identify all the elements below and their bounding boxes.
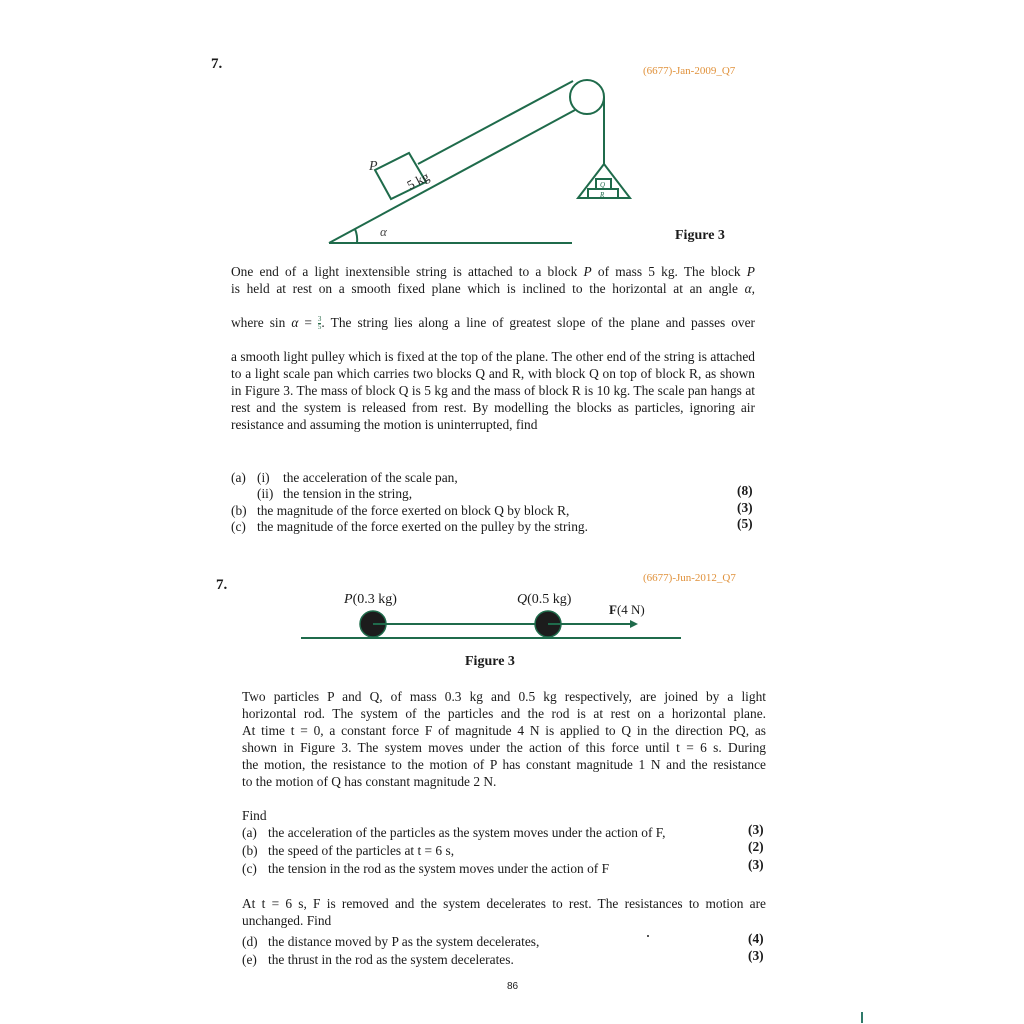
part-c: (c) the magnitude of the force exerted on the pulley by the string. (231, 519, 588, 534)
part-c: (c) the tension in the rod as the system moves under the action of F (242, 861, 610, 876)
stray-dot (647, 935, 649, 937)
part-d: (d) the distance moved by P as the system decelerates, (242, 934, 540, 949)
block-mass-label: 5 kg (404, 168, 432, 193)
question-number: 7. (216, 577, 228, 593)
inclined-plane-figure (0, 0, 1024, 260)
block-p-label: P (369, 159, 378, 174)
page-number: 86 (507, 981, 519, 992)
particle-q-label: Q(0.5 kg) (517, 592, 572, 607)
part-b: (b) the magnitude of the force exerted on block Q by block R, (231, 503, 570, 518)
edge-marker (861, 1012, 863, 1023)
find-label: Find (242, 808, 267, 823)
force-label: F(4 N) (609, 602, 645, 617)
part-b: (b) the speed of the particles at t = 6 s, (242, 843, 455, 858)
fraction-three-fifths: $\frac{3}{5}$ (317, 315, 322, 332)
particle-p-label: P(0.3 kg) (344, 592, 397, 607)
marks-a: (8) (737, 483, 753, 498)
marks-c: (5) (737, 516, 753, 531)
part-a: (a) the acceleration of the particles as the system moves under the action of F, (242, 825, 666, 840)
part-e: (e) the thrust in the rod as the system decelerates. (242, 952, 514, 967)
marks-c: (3) (748, 857, 764, 872)
marks-b: (3) (737, 500, 753, 515)
question-paragraph: Two particles P and Q, of mass 0.3 kg and 0.5 kg respectively, are joined by a light horizontal rod. The system of the particles and the rod is at rest on a horizontal plane. At time t = 0, a constant force F of magnitude 4 N is applied to Q in the direction PQ, as shown in Figure 3. The system moves under the action of this force until t = 6 s. During the motion, the resistance to the motion of P has constant magnitude 1 N and the resistance to the motion of Q has constant magnitude 2 N. (242, 689, 766, 789)
question-paragraph-2: At t = 6 s, F is removed and the system decelerates to rest. The resistances to motion are unchanged. Find (242, 896, 766, 928)
source-code-label: (6677)-Jun-2012_Q7 (643, 572, 736, 584)
angle-alpha-label: α (380, 224, 387, 239)
source-code-label: (6677)-Jan-2009_Q7 (643, 65, 736, 77)
marks-b: (2) (748, 839, 764, 854)
paragraph-body: a smooth light pulley which is fixed at the top of the plane. The other end of the string is attached to a light scale pan which carries two blocks Q and R, with block Q on top of block R, as shown in Figure 3. The mass of block Q is 5 kg and the mass of block R is 10 kg. The scale pan hangs at rest and the system is released from rest. By modelling the blocks as particles, ignoring air resistance and assuming the motion is uninterrupted, find (231, 349, 755, 433)
question-number: 7. (211, 56, 223, 72)
question-paragraph: One end of a light inextensible string is attached to a block P of mass 5 kg. The block P is held at rest on a smooth fixed plane which is inclined to the horizontal at an angle α, where sin α = $\frac{3}{5}$ . The string lies along a line of greatest slope of the plane and passes over a smooth light pulley which is fixed at the top of the plane. The other end of the string is attached to a light scale pan which carries two blocks Q and R, with block Q on top of block R, as shown in Figure 3. The mass of block Q is 5 kg and the mass of block R is 10 kg. The scale pan hangs at rest and the system is released from rest. By modelling the blocks as particles, ignoring air resistance and assuming the motion is uninterrupted, find (231, 264, 755, 433)
pan-block-r-label: R (600, 191, 605, 199)
figure-caption: Figure 3 (675, 228, 725, 243)
marks-d: (4) (748, 931, 764, 946)
pan-block-q-label: Q (600, 181, 606, 189)
marks-a: (3) (748, 822, 764, 837)
particles-rod-figure (0, 585, 1024, 665)
figure-caption: Figure 3 (465, 654, 515, 669)
marks-e: (3) (748, 948, 764, 963)
part-a-i: (a) (i) the acceleration of the scale pan, (231, 470, 458, 485)
